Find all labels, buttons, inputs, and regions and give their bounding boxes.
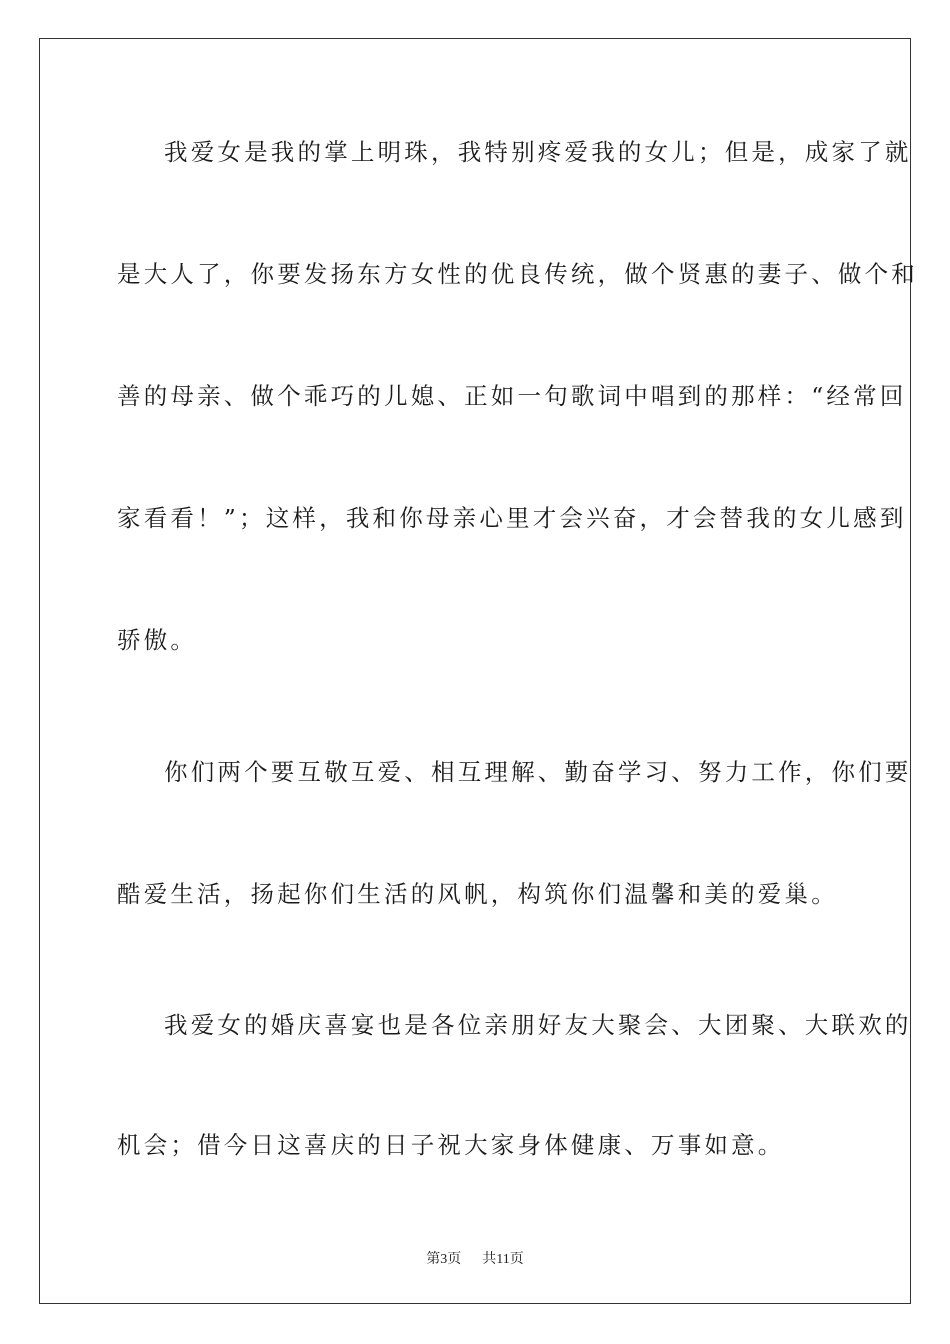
text-line: 酷爱生活，扬起你们生活的风帆，构筑你们温馨和美的爱巢。 [117, 880, 838, 908]
text-line: 家看看！”；这样，我和你母亲心里才会兴奋，才会替我的女儿感到 [117, 504, 907, 532]
page-footer [0, 1248, 950, 1268]
page-total: 共11页 [482, 1252, 524, 1267]
text-line: 善的母亲、做个乖巧的儿媳、正如一句歌词中唱到的那样：“经常回 [117, 382, 907, 410]
text-line: 机会；借今日这喜庆的日子祝大家身体健康、万事如意。 [117, 1131, 785, 1159]
text-line: 是大人了，你要发扬东方女性的优良传统，做个贤惠的妻子、做个和 [117, 260, 918, 288]
text-line: 骄傲。 [117, 626, 198, 654]
text-line: 你们两个要互敬互爱、相互理解、勤奋学习、努力工作，你们要 [164, 758, 912, 786]
page-number: 第3页 [426, 1252, 462, 1267]
text-line: 我爱女是我的掌上明珠，我特别疼爱我的女儿；但是，成家了就 [164, 138, 912, 166]
text-line: 我爱女的婚庆喜宴也是各位亲朋好友大聚会、大团聚、大联欢的 [164, 1011, 912, 1039]
page-border [39, 38, 918, 1304]
